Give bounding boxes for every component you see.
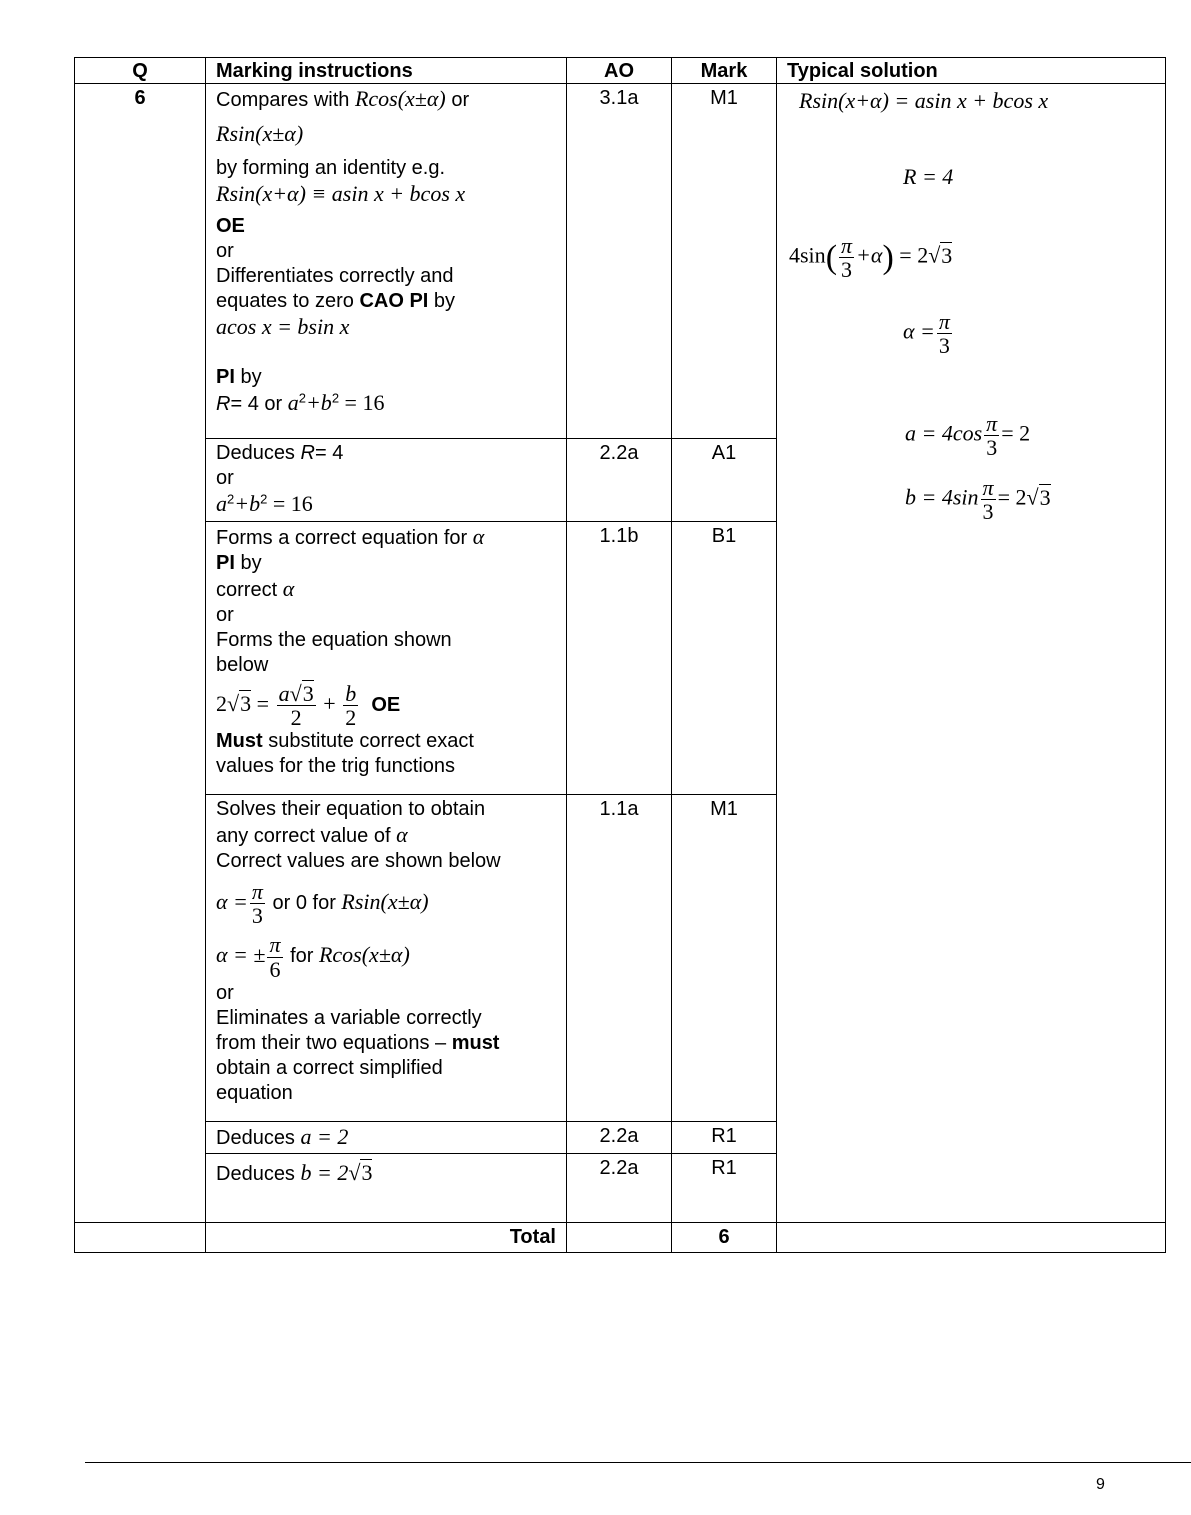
header-q: Q — [75, 58, 206, 84]
header-mark: Mark — [672, 58, 777, 84]
marking-instruction: Forms a correct equation for α PI by correct α or Forms the equation shown below 2√3 = $\frac{a√3}{2}$ + $\frac{b}{2}$ OE Must substitute correct exact values for the trig functions — [206, 522, 567, 795]
total-mark: 6 — [672, 1223, 777, 1252]
solution-r: R = 4 — [903, 164, 954, 190]
mark-cell: A1 — [672, 439, 777, 522]
marking-instruction: Compares with Rcos(x±α) or Rsin(x±α) by forming an identity e.g. Rsin(x+α) ≡ asin x + bcos x OE or Differentiates correctly and equates to zero CAO PI by acos x = bsin x PI by R= 4 or $a^2+b^2 = 16$ — [206, 84, 567, 439]
mark-scheme-table — [74, 57, 1166, 1253]
solution-identity: Rsin(x+α) = asin x + bcos x — [799, 88, 1049, 114]
ao-cell: 1.1b — [567, 522, 672, 795]
mark-cell: M1 — [672, 795, 777, 1122]
marking-instruction: Solves their equation to obtain any correct value of α Correct values are shown below α = $\frac{\pi}{3}$ or 0 for Rsin(x±α) α = ± $\frac{\pi}{6}$ for Rcos(x±α) or Eliminates a variable correctly from their two equations – must obtain a correct simplified equation — [206, 795, 567, 1122]
mark-cell: B1 — [672, 522, 777, 795]
header-row — [75, 58, 1166, 84]
typical-solution — [777, 84, 1166, 1223]
mark-cell: M1 — [672, 84, 777, 439]
marking-instruction: Deduces a = 2 — [206, 1122, 567, 1154]
ao-cell: 3.1a — [567, 84, 672, 439]
header-marking-instructions: Marking instructions — [206, 58, 567, 84]
page-number: 9 — [1096, 1476, 1105, 1493]
marking-instruction: Deduces R= 4 or $a^2+b^2 = 16$ — [206, 439, 567, 522]
solution-b: b = 4sin $\frac{\pi}{3}$ = 2√3 — [905, 475, 1051, 525]
question-number: 6 — [75, 84, 206, 1223]
mark-cell: R1 — [672, 1154, 777, 1223]
table-row — [75, 84, 1166, 439]
ao-cell: 2.2a — [567, 1122, 672, 1154]
total-label: Total — [206, 1223, 567, 1252]
ao-cell: 2.2a — [567, 439, 672, 522]
ao-cell: 2.2a — [567, 1154, 672, 1223]
solution-substitution: 4sin( $\frac{\pi}{3}$ +α) = 2√3 — [789, 233, 953, 283]
header-ao: AO — [567, 58, 672, 84]
footer-divider — [85, 1462, 1191, 1463]
header-typical-solution: Typical solution — [777, 58, 1166, 84]
total-row — [75, 1223, 1166, 1252]
solution-alpha: α = $\frac{\pi}{3}$ — [903, 309, 950, 359]
marking-instruction: Deduces b = 2√3 — [206, 1154, 567, 1223]
solution-a: a = 4cos $\frac{\pi}{3}$ = 2 — [905, 411, 1031, 461]
mark-cell: R1 — [672, 1122, 777, 1154]
ao-cell: 1.1a — [567, 795, 672, 1122]
